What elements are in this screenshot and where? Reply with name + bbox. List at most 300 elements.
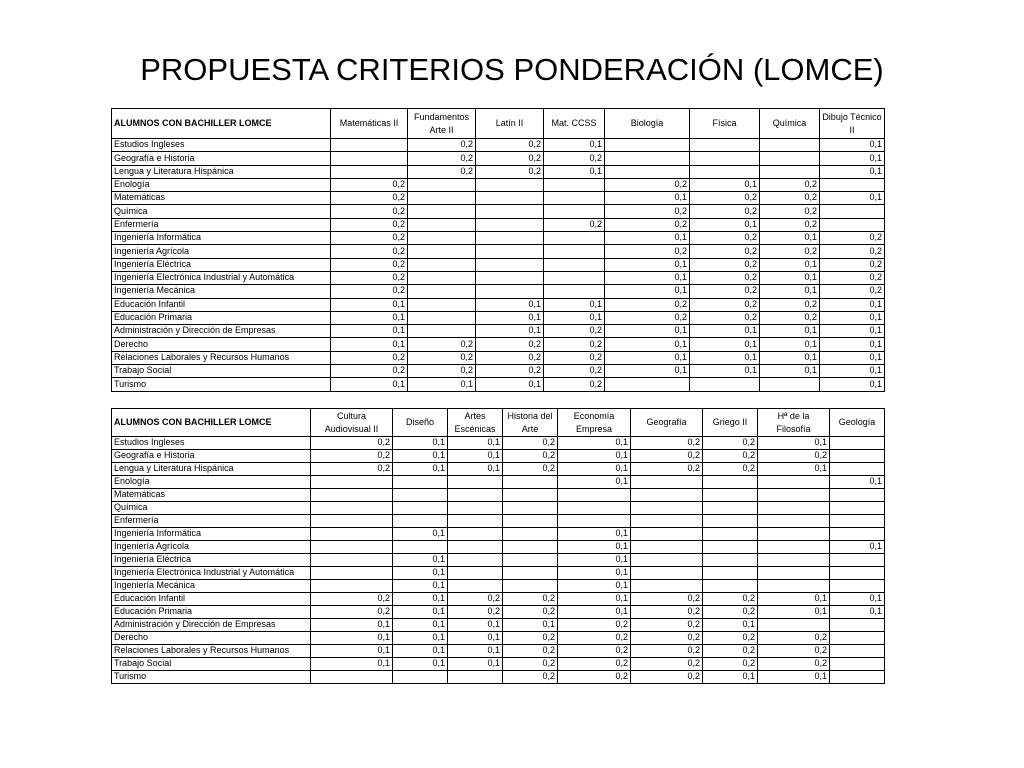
weight-cell [830, 619, 885, 632]
weight-cell: 0,2 [760, 178, 820, 191]
table-row [112, 450, 885, 463]
weight-cell: 0,1 [820, 165, 885, 178]
table-row [112, 645, 885, 658]
weight-cell [703, 580, 758, 593]
weight-cell: 0,1 [820, 139, 885, 152]
weight-cell: 0,1 [448, 437, 503, 450]
row-label: Ingeniería Informática [112, 528, 311, 541]
weight-cell: 0,2 [758, 658, 830, 671]
table-row [112, 606, 885, 619]
weight-cell [544, 258, 605, 271]
weight-cell: 0,1 [331, 338, 408, 351]
weight-cell: 0,1 [690, 351, 760, 364]
weight-cell [331, 139, 408, 152]
weight-cell: 0,2 [631, 450, 703, 463]
weight-cell [448, 515, 503, 528]
weight-cell [605, 139, 690, 152]
weight-cell: 0,2 [631, 463, 703, 476]
weight-cell: 0,2 [631, 437, 703, 450]
weight-cell [703, 489, 758, 502]
weight-cell: 0,1 [476, 378, 544, 391]
row-label: Trabajo Social [112, 658, 311, 671]
row-label: Ingeniería Electrónica Industrial y Automática [112, 271, 331, 284]
weight-cell: 0,2 [331, 351, 408, 364]
weight-cell: 0,1 [544, 298, 605, 311]
weight-cell: 0,2 [631, 619, 703, 632]
weight-cell: 0,2 [503, 606, 558, 619]
row-label: Ingeniería Agrícola [112, 245, 331, 258]
weight-cell [703, 528, 758, 541]
weight-cell: 0,2 [331, 365, 408, 378]
weight-cell: 0,2 [311, 593, 393, 606]
table-row [112, 437, 885, 450]
weight-cell: 0,2 [331, 245, 408, 258]
table-row [112, 541, 885, 554]
table-row [112, 567, 885, 580]
row-label: Relaciones Laborales y Recursos Humanos [112, 645, 311, 658]
table-row [112, 502, 885, 515]
weight-cell [503, 554, 558, 567]
weight-cell: 0,2 [760, 311, 820, 324]
weight-cell [760, 378, 820, 391]
weight-cell [830, 632, 885, 645]
weight-cell [820, 178, 885, 191]
weight-cell: 0,1 [690, 365, 760, 378]
weight-cell: 0,2 [703, 450, 758, 463]
header-row-label: ALUMNOS CON BACHILLER LOMCE [112, 409, 311, 437]
weight-cell [544, 271, 605, 284]
weight-cell: 0,1 [448, 463, 503, 476]
weight-cell [758, 541, 830, 554]
column-header: Diseño [393, 409, 448, 437]
weight-cell [830, 515, 885, 528]
row-label: Ingeniería Mecánica [112, 580, 311, 593]
table-row [112, 515, 885, 528]
weight-cell: 0,2 [311, 437, 393, 450]
weight-cell: 0,1 [393, 554, 448, 567]
weight-cell [703, 515, 758, 528]
weight-cell [830, 567, 885, 580]
column-header: Biología [605, 109, 690, 139]
row-label: Química [112, 502, 311, 515]
row-label: Administración y Dirección de Empresas [112, 325, 331, 338]
weight-cell [703, 554, 758, 567]
weight-cell [544, 192, 605, 205]
weight-cell: 0,1 [558, 463, 631, 476]
weight-cell: 0,1 [311, 632, 393, 645]
weight-cell: 0,1 [820, 338, 885, 351]
weight-cell [503, 580, 558, 593]
weight-cell: 0,2 [503, 632, 558, 645]
weight-cell: 0,1 [830, 541, 885, 554]
weight-cell: 0,2 [558, 671, 631, 684]
weight-cell [703, 476, 758, 489]
weight-cell: 0,1 [758, 437, 830, 450]
weight-cell [448, 476, 503, 489]
weight-cell: 0,2 [503, 645, 558, 658]
weight-cell: 0,2 [760, 192, 820, 205]
weight-cell: 0,2 [311, 450, 393, 463]
table-row [112, 554, 885, 567]
weight-cell: 0,1 [311, 645, 393, 658]
row-label: Enología [112, 476, 311, 489]
weight-cell [605, 152, 690, 165]
weight-cell [331, 152, 408, 165]
weight-cell [311, 528, 393, 541]
weight-cell [408, 311, 476, 324]
column-header: Cultura Audiovisual II [311, 409, 393, 437]
table-row [112, 311, 885, 324]
weight-cell: 0,2 [631, 671, 703, 684]
row-label: Ingeniería Electrónica Industrial y Automática [112, 567, 311, 580]
weight-cell [703, 502, 758, 515]
table-row [112, 632, 885, 645]
weight-cell: 0,1 [605, 365, 690, 378]
weight-cell: 0,2 [544, 152, 605, 165]
weight-cell [408, 298, 476, 311]
weight-cell: 0,2 [331, 271, 408, 284]
weight-cell: 0,1 [758, 606, 830, 619]
weight-cell: 0,2 [503, 593, 558, 606]
weight-cell: 0,1 [558, 606, 631, 619]
weight-cell: 0,1 [393, 632, 448, 645]
weight-cell [820, 205, 885, 218]
weight-cell: 0,1 [605, 338, 690, 351]
weight-cell: 0,1 [760, 325, 820, 338]
weight-cell: 0,2 [631, 606, 703, 619]
column-header: Latín II [476, 109, 544, 139]
table-row [112, 593, 885, 606]
weight-cell [830, 580, 885, 593]
weight-cell: 0,1 [408, 378, 476, 391]
table-row [112, 192, 885, 205]
weight-cell: 0,1 [393, 450, 448, 463]
weight-cell: 0,2 [690, 205, 760, 218]
weight-cell: 0,1 [760, 258, 820, 271]
weight-cell: 0,1 [331, 378, 408, 391]
weight-cell: 0,1 [393, 580, 448, 593]
weight-cell [448, 502, 503, 515]
column-header: Física [690, 109, 760, 139]
weight-cell: 0,1 [605, 325, 690, 338]
weight-cell: 0,1 [558, 476, 631, 489]
weight-cell [393, 489, 448, 502]
weight-cell [311, 489, 393, 502]
weight-cell [476, 178, 544, 191]
column-header: Geología [830, 409, 885, 437]
weight-cell: 0,2 [703, 437, 758, 450]
weight-cell [311, 476, 393, 489]
weight-cell [476, 218, 544, 231]
weight-cell [503, 476, 558, 489]
weight-cell [631, 567, 703, 580]
weight-cell [830, 489, 885, 502]
weight-cell: 0,2 [690, 232, 760, 245]
weight-cell [544, 285, 605, 298]
weight-cell: 0,2 [690, 298, 760, 311]
weight-cell: 0,2 [758, 645, 830, 658]
weight-cell: 0,2 [558, 632, 631, 645]
weight-cell: 0,2 [503, 437, 558, 450]
table-row [112, 463, 885, 476]
weight-cell: 0,1 [820, 192, 885, 205]
weight-cell [631, 554, 703, 567]
weight-cell: 0,2 [408, 165, 476, 178]
column-header: Química [760, 109, 820, 139]
weight-cell [558, 489, 631, 502]
weight-cell [503, 489, 558, 502]
weighting-table-2 [111, 408, 885, 684]
weight-cell [544, 205, 605, 218]
column-header: Matemáticas II [331, 109, 408, 139]
table-row [112, 298, 885, 311]
weight-cell [544, 232, 605, 245]
weight-cell [408, 245, 476, 258]
weight-cell: 0,1 [758, 593, 830, 606]
weight-cell: 0,2 [631, 645, 703, 658]
weight-cell [631, 489, 703, 502]
weight-cell: 0,2 [544, 378, 605, 391]
weight-cell: 0,2 [311, 606, 393, 619]
weight-cell [830, 463, 885, 476]
weight-cell: 0,1 [605, 232, 690, 245]
weight-cell: 0,2 [331, 192, 408, 205]
weight-cell: 0,2 [503, 658, 558, 671]
weight-cell [631, 502, 703, 515]
weight-cell [448, 580, 503, 593]
weight-cell: 0,2 [760, 205, 820, 218]
weight-cell [503, 541, 558, 554]
table-row [112, 205, 885, 218]
weight-cell: 0,2 [605, 311, 690, 324]
weight-cell: 0,1 [820, 378, 885, 391]
weight-cell: 0,2 [605, 205, 690, 218]
weight-cell: 0,1 [760, 232, 820, 245]
row-label: Ingeniería Mecánica [112, 285, 331, 298]
weight-cell: 0,2 [690, 245, 760, 258]
weight-cell: 0,1 [393, 606, 448, 619]
weight-cell: 0,1 [503, 619, 558, 632]
weight-cell: 0,1 [760, 365, 820, 378]
table-row [112, 218, 885, 231]
weight-cell: 0,2 [631, 593, 703, 606]
weight-cell: 0,2 [558, 658, 631, 671]
weight-cell: 0,2 [311, 463, 393, 476]
weight-cell: 0,1 [760, 271, 820, 284]
weight-cell: 0,2 [331, 258, 408, 271]
row-label: Ingeniería Eléctrica [112, 258, 331, 271]
weight-cell [408, 192, 476, 205]
weight-cell: 0,2 [690, 271, 760, 284]
weight-cell [476, 258, 544, 271]
table-row [112, 365, 885, 378]
row-label: Trabajo Social [112, 365, 331, 378]
column-header: Historia del Arte [503, 409, 558, 437]
row-label: Matemáticas [112, 489, 311, 502]
weight-cell [830, 437, 885, 450]
weight-cell [311, 554, 393, 567]
weight-cell: 0,2 [408, 338, 476, 351]
weight-cell: 0,2 [558, 645, 631, 658]
weight-cell [408, 218, 476, 231]
weight-cell [408, 178, 476, 191]
weight-cell: 0,2 [544, 325, 605, 338]
weight-cell: 0,2 [703, 606, 758, 619]
weight-cell: 0,2 [331, 285, 408, 298]
weight-cell: 0,2 [690, 311, 760, 324]
row-label: Geografía e Historia [112, 450, 311, 463]
weight-cell [690, 152, 760, 165]
weight-cell [393, 502, 448, 515]
weight-cell: 0,1 [690, 338, 760, 351]
table-header-row [112, 109, 885, 139]
table-row [112, 489, 885, 502]
weight-cell [311, 567, 393, 580]
weight-cell: 0,1 [820, 351, 885, 364]
weight-cell: 0,1 [393, 658, 448, 671]
weight-cell [703, 541, 758, 554]
weight-cell [408, 271, 476, 284]
weight-cell [311, 502, 393, 515]
weight-cell [758, 489, 830, 502]
row-label: Ingeniería Eléctrica [112, 554, 311, 567]
weight-cell: 0,2 [408, 152, 476, 165]
table-row [112, 178, 885, 191]
weight-cell: 0,1 [760, 351, 820, 364]
weight-cell: 0,2 [820, 258, 885, 271]
weight-cell: 0,2 [703, 658, 758, 671]
row-label: Estudios Ingleses [112, 437, 311, 450]
weight-cell: 0,1 [393, 619, 448, 632]
row-label: Turismo [112, 671, 311, 684]
weight-cell [544, 245, 605, 258]
weight-cell: 0,2 [476, 152, 544, 165]
weight-cell [631, 515, 703, 528]
weight-cell: 0,1 [690, 325, 760, 338]
weight-cell: 0,2 [605, 298, 690, 311]
weight-cell [331, 165, 408, 178]
weight-cell: 0,1 [605, 351, 690, 364]
weight-cell: 0,1 [758, 463, 830, 476]
weight-cell: 0,2 [605, 245, 690, 258]
weight-cell [311, 671, 393, 684]
weight-cell: 0,2 [448, 606, 503, 619]
weight-cell: 0,2 [476, 165, 544, 178]
table-row [112, 152, 885, 165]
weight-cell [758, 554, 830, 567]
weight-cell [605, 378, 690, 391]
weight-cell [760, 152, 820, 165]
weight-cell [311, 515, 393, 528]
row-label: Educación Infantil [112, 593, 311, 606]
weight-cell: 0,2 [558, 619, 631, 632]
column-header: Hª de la Filosofía [758, 409, 830, 437]
weight-cell [690, 139, 760, 152]
weight-cell: 0,2 [703, 593, 758, 606]
weight-cell: 0,2 [820, 232, 885, 245]
weight-cell: 0,2 [703, 463, 758, 476]
weight-cell [830, 554, 885, 567]
weight-cell [758, 619, 830, 632]
weight-cell: 0,1 [331, 298, 408, 311]
weight-cell: 0,1 [820, 311, 885, 324]
weight-cell: 0,1 [558, 567, 631, 580]
column-header: Dibujo Técnico II [820, 109, 885, 139]
weight-cell [503, 502, 558, 515]
row-label: Ingeniería Agrícola [112, 541, 311, 554]
weight-cell: 0,1 [311, 658, 393, 671]
weight-cell: 0,1 [393, 528, 448, 541]
weight-cell: 0,2 [544, 338, 605, 351]
weight-cell: 0,1 [448, 658, 503, 671]
row-label: Derecho [112, 632, 311, 645]
weight-cell: 0,2 [820, 285, 885, 298]
weight-cell: 0,1 [544, 165, 605, 178]
weight-cell: 0,2 [476, 351, 544, 364]
weight-cell: 0,2 [703, 645, 758, 658]
row-label: Educación Infantil [112, 298, 331, 311]
table-row [112, 580, 885, 593]
weight-cell: 0,2 [331, 205, 408, 218]
weight-cell [690, 165, 760, 178]
row-label: Enfermería [112, 218, 331, 231]
weight-cell: 0,1 [605, 271, 690, 284]
table-row [112, 476, 885, 489]
weight-cell [631, 541, 703, 554]
column-header: Geografía [631, 409, 703, 437]
row-label: Geografía e Historia [112, 152, 331, 165]
weight-cell [703, 567, 758, 580]
weight-cell [758, 502, 830, 515]
table-row [112, 378, 885, 391]
weight-cell: 0,2 [408, 139, 476, 152]
row-label: Química [112, 205, 331, 218]
table-row [112, 139, 885, 152]
weight-cell: 0,2 [408, 365, 476, 378]
table-row [112, 619, 885, 632]
table-row [112, 285, 885, 298]
weighting-table-1 [111, 108, 885, 392]
weight-cell: 0,2 [408, 351, 476, 364]
table-row [112, 658, 885, 671]
row-label: Derecho [112, 338, 331, 351]
weight-cell: 0,1 [820, 365, 885, 378]
weight-cell: 0,1 [820, 152, 885, 165]
weight-cell: 0,1 [558, 554, 631, 567]
weight-cell: 0,1 [605, 285, 690, 298]
weight-cell: 0,2 [605, 218, 690, 231]
weight-cell: 0,1 [476, 298, 544, 311]
weight-cell [503, 528, 558, 541]
row-label: Administración y Dirección de Empresas [112, 619, 311, 632]
weight-cell [558, 515, 631, 528]
weight-cell [393, 476, 448, 489]
row-label: Educación Primaria [112, 606, 311, 619]
weight-cell [448, 489, 503, 502]
table-row [112, 245, 885, 258]
weight-cell: 0,2 [503, 463, 558, 476]
weight-cell [476, 205, 544, 218]
weight-cell: 0,1 [820, 325, 885, 338]
weight-cell [758, 476, 830, 489]
weight-cell: 0,2 [760, 218, 820, 231]
weight-cell: 0,1 [393, 437, 448, 450]
weight-cell [690, 378, 760, 391]
table-header-row [112, 409, 885, 437]
table-row [112, 528, 885, 541]
weight-cell: 0,2 [476, 365, 544, 378]
weight-cell [408, 285, 476, 298]
